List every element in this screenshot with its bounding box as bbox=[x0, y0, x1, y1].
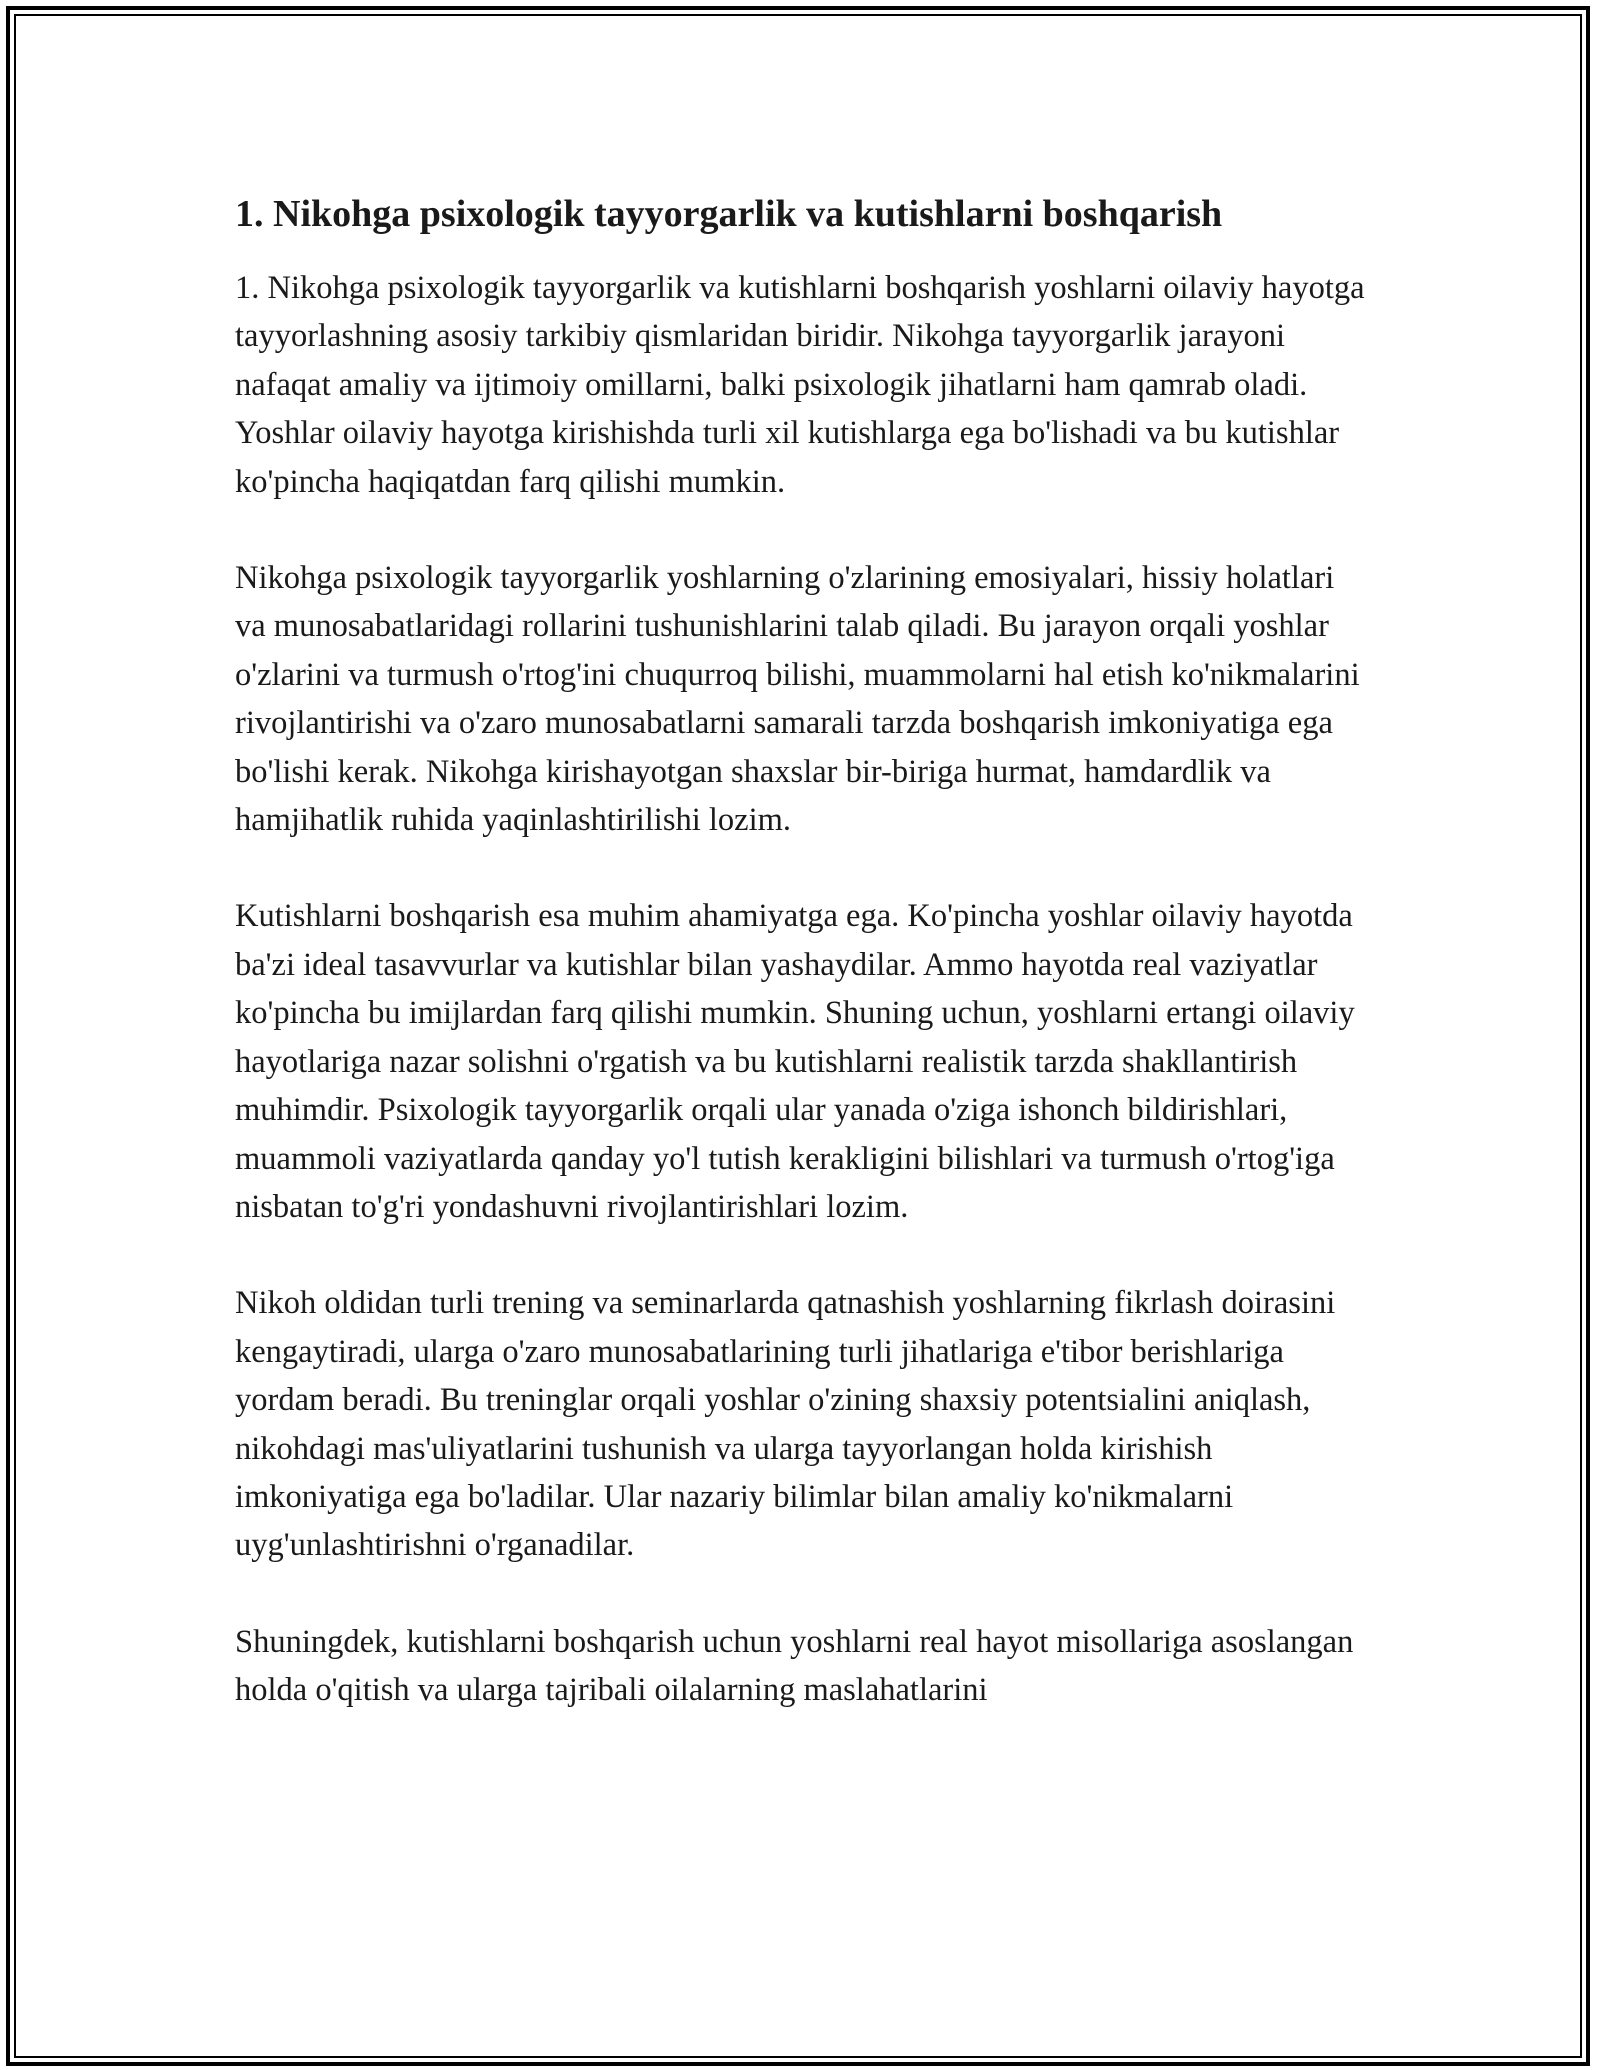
paragraph-2: Nikohga psixologik tayyorgarlik yoshlarning o'zlarining emosiyalari, hissiy holatlari va munosabatlaridagi rollarini tushunishlarini talab qiladi. Bu jarayon orqali yoshlar o'zlarini va turmush o'rtog'ini chuqurroq bilishi, muammolarni hal etish ko'nikmalarini rivojlantirishi va o'zaro munosabatlarni samarali tarzda boshqarish imkoniyatiga ega bo'lishi kerak. Nikohga kirishayotgan shaxslar bir-biriga hurmat, hamdardlik va hamjihatlik ruhida yaqinlashtirilishi lozim. bbox=[235, 560, 1360, 839]
document-body bbox=[235, 186, 1370, 1763]
paragraph-1: 1. Nikohga psixologik tayyorgarlik va kutishlarni boshqarish yoshlarni oilaviy hayotga tayyorlashning asosiy tarkibiy qismlaridan biridir. Nikohga tayyorgarlik jarayoni nafaqat amaliy va ijtimoiy omillarni, balki psixologik jihatlarni ham qamrab oladi. Yoshlar oilaviy hayotga kirishishda turli xil kutishlarga ega bo'lishadi va bu kutishlar ko'pincha haqiqatdan farq qilishi mumkin. bbox=[235, 270, 1365, 500]
paragraph-4: Nikoh oldidan turli trening va seminarlarda qatnashish yoshlarning fikrlash doirasini kengaytiradi, ularga o'zaro munosabatlarining turli jihatlariga e'tibor berishlariga yordam beradi. Bu treninglar orqali yoshlar o'zining shaxsiy potentsialini aniqlash, nikohdagi mas'uliyatlarini tushunish va ularga tayyorlangan holda kirishish imkoniyatiga ega bo'ladilar. Ular nazariy bilimlar bilan amaliy ko'nikmalarni uyg'unlashtirishni o'rganadilar. bbox=[235, 1285, 1336, 1564]
paragraph-5: Shuningdek, kutishlarni boshqarish uchun yoshlarni real hayot misollariga asoslangan holda o'qitish va ularga tajribali oilalarning maslahatlarini bbox=[235, 1623, 1354, 1709]
document-title: 1. Nikohga psixologik tayyorgarlik va kutishlarni boshqarish bbox=[235, 193, 1223, 235]
paragraph-3: Kutishlarni boshqarish esa muhim ahamiyatga ega. Ko'pincha yoshlar oilaviy hayotda ba'zi ideal tasavvurlar va kutishlar bilan yashaydilar. Ammo hayotda real vaziyatlar ko'pincha bu imijlardan farq qilishi mumkin. Shuning uchun, yoshlarni ertangi oilaviy hayotlariga nazar solishni o'rgatish va bu kutishlarni realistik tarzda shakllantirish muhimdir. Psixologik tayyorgarlik orqali ular yanada o'ziga ishonch bildirishlari, muammoli vaziyatlarda qanday yo'l tutish kerakligini bilishlari va turmush o'rtog'iga nisbatan to'g'ri yondashuvni rivojlantirishlari lozim. bbox=[235, 898, 1355, 1225]
